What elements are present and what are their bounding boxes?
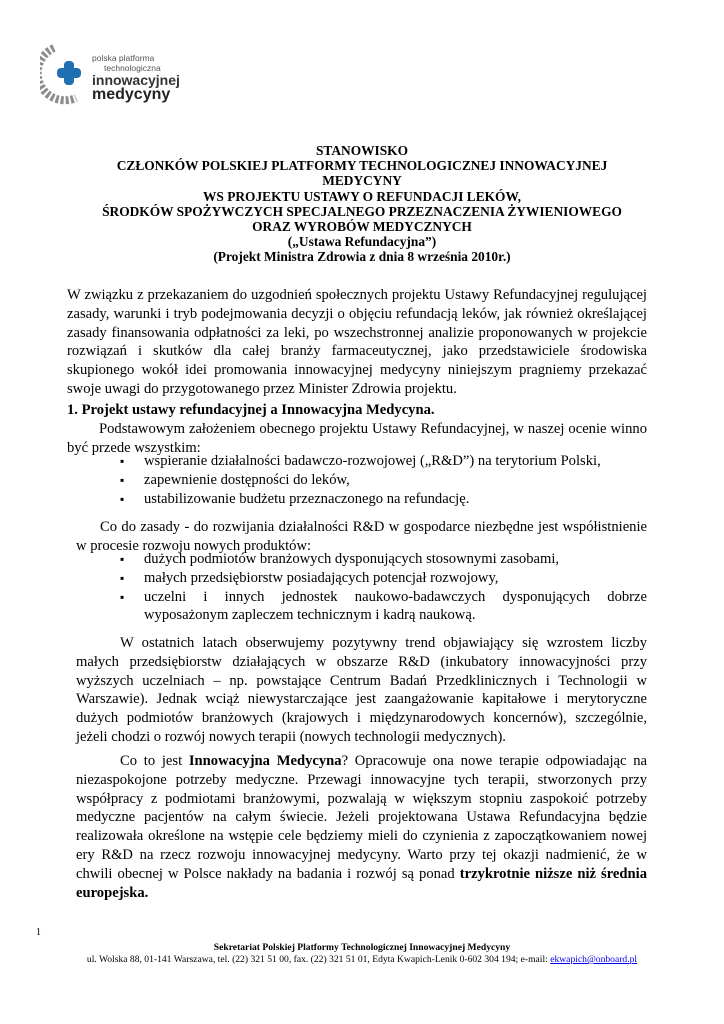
heading-line: MEDYCYNY [322,173,402,189]
footer-contact [0,954,724,966]
section-1-paragraph-4 [76,752,647,902]
heading-line: (Projekt Ministra Zdrowia z dnia 8 września 2010r.) [213,249,511,265]
logo-line-1: polska platforma [92,53,155,63]
email-link[interactable]: ekwapich@onboard.pl [550,954,638,965]
participants-list [120,550,647,625]
logo-line-3: innowacyjnej [92,72,180,88]
list-item: ▪ uczelni i innych jednostek naukowo-badawczych dysponujących dobrze wyposażonym zapleczem technicznym i kadrą naukową. [120,588,647,626]
logo-line-4: medycyny [92,86,171,103]
list-item: ▪ małych przedsiębiorstw posiadających potencjał rozwojowy, [120,569,647,588]
section-1-title: 1. Projekt ustawy refundacyjnej a Innowacyjna Medycyna. [67,402,435,418]
p4-text-1: Co to jest [120,753,189,769]
list-item: ▪ zapewnienie dostępności do leków, [120,471,647,490]
innowacyjna-medycyna-term: Innowacyjna Medycyna [188,753,342,769]
logo-mark-icon [40,44,90,106]
page-number: 1 [36,927,41,938]
heading-line: ORAZ WYROBÓW MEDYCZNYCH [252,219,472,235]
heading-line: ŚRODKÓW SPOŻYWCZYCH SPECJALNEGO PRZEZNACZENIA ŻYWIENIOWEGO [102,203,622,219]
heading-line: CZŁONKÓW POLSKIEJ PLATFORMY TECHNOLOGICZNEJ INNOWACYJNEJ [116,158,608,174]
list-item: ▪ ustabilizowanie budżetu przeznaczonego na refundację. [120,490,647,509]
heading-line: („Ustawa Refundacyjna”) [287,234,437,250]
document-heading [60,143,664,265]
emphasis-statement: trzykrotnie niższe niż średnia europejska. [76,865,647,901]
logo-text [92,54,180,103]
list-item: ▪ wspieranie działalności badawczo-rozwojowej („R&D”) na terytorium Polski, [120,452,647,471]
section-1-paragraph-3: W ostatnich latach obserwujemy pozytywny trend objawiający się wzrostem liczby małych przedsiębiorstw działających w obszarze R&D (inkubatory innowacyjności przy wyższych uczelniach – np. powstające Centrum Badań Przedklinicznych i Technologii w Warszawie). Jednak wciąż niewystarczające jest zaangażowanie kapitałowe i merytoryczne dużych podmiotów branżowych (krajowych i międzynarodowych koncernów), szczególnie, jeżeli chodzi o rozwój nowych terapii (nowych technologii medycznych). [76,635,647,745]
footer-address: ul. Wolska 88, 01-141 Warszawa, tel. (22) 321 51 00, fax. (22) 321 51 01, Edyta Kwapich-Lenik 0-602 304 194; e-mail: [86,954,551,965]
section-1-paragraph-2: Co do zasady - do rozwijania działalności R&D w gospodarce niezbędne jest współistnienie w procesie rozwoju nowych produktów: [76,519,647,554]
goals-list [120,452,647,508]
intro-paragraph: W związku z przekazaniem do uzgodnień społecznych projektu Ustawy Refundacyjnej regulującej zasady, warunki i tryb podejmowania decyzji o objęciu refundacją leków, jak również określającej zasady finansowania odpłatności za leki, po wszechstronnej analizie proponowanych w projekcie rozwiązań i skutków dla całej branży farmaceutycznej, jako przedstawiciele środowiska skupionego wokół idei promowania innowacyjnej medycyny niniejszym pragniemy przekazać swoje uwagi do przygotowanego przez Minister Zdrowia projektu. [67,287,647,397]
ppt-im-logo [40,44,180,106]
heading-line: WS PROJEKTU USTAWY O REFUNDACJI LEKÓW, [203,188,521,204]
section-1-paragraph-1: Podstawowym założeniem obecnego projektu Ustawy Refundacyjnej, w naszej ocenie winno być przede wszystkim: [67,421,647,456]
footer-title: Sekretariat Polskiej Platformy Technologicznej Innowacyjnej Medycyny [213,942,511,953]
heading-line: STANOWISKO [315,143,409,158]
footer [0,942,724,966]
list-item: ▪ dużych podmiotów branżowych dysponujących stosownymi zasobami, [120,550,647,569]
p4-text-2: ? Opracowuje ona nowe terapie odpowiadając na niezaspokojone potrzeby medyczne. Przewagi innowacyjne tych terapii, stworzonych przy współpracy z podmiotami branżowymi, pozwalają w większym stopniu zaspokoić potrzeby medyczne pacjentów na całym świecie. Jeżeli projektowana Ustawa Refundacyjna będzie realizowała określone na wstępie cele będziemy mieli do czynienia z zapoczątkowaniem nowej ery R&D na rzecz rozwoju innowacyjnej medycyny. Warto przy tej okazji nadmienić, że w chwili obecnej w Polsce nakłady na badania i rozwój są ponad [76,753,647,882]
logo-line-2: technologiczna [104,62,161,73]
